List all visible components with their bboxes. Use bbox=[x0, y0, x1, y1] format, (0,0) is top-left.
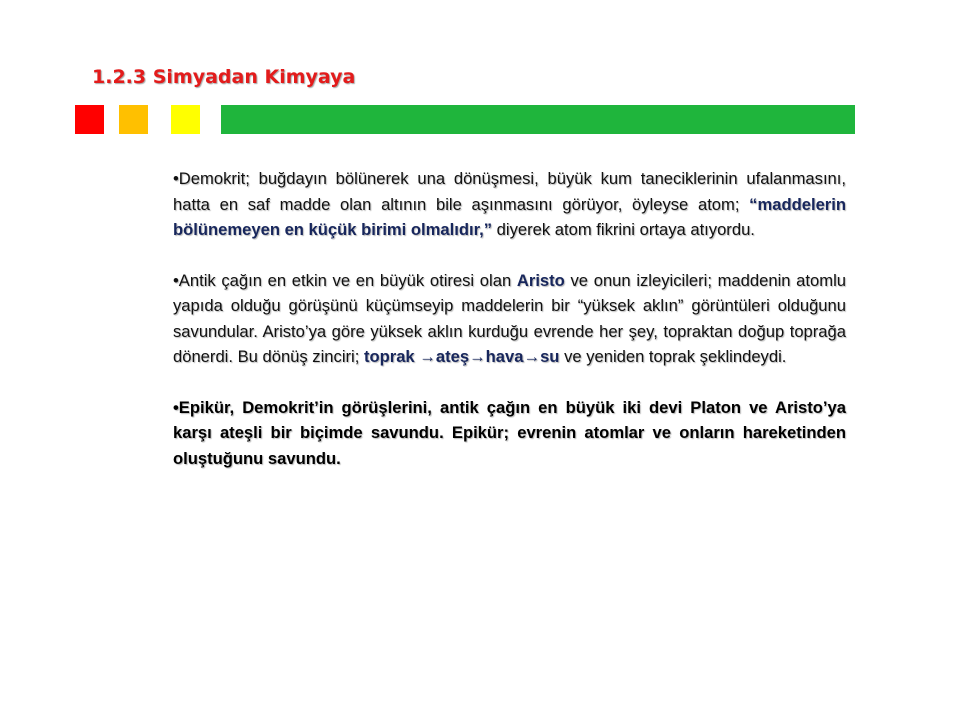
demokrit-quote: “maddelerin bölünemeyen en küçük birimi olmalıdır,” bbox=[173, 194, 846, 239]
aristo-name: Aristo bbox=[516, 270, 565, 290]
paragraph-demokrit-ending: diyerek atom fikrini ortaya atıyordu. bbox=[492, 220, 755, 239]
paragraph-aristo-body: ve onun izleyicileri; maddenin atomlu yapıda olduğu görüşünü küçümseyip maddelerin bir “yüksek aklın” görüntüleri olduğunu savundular. Aristo’ya göre yüksek aklın kurduğu evrende her şey, topraktan doğup toprağa dönerdi. Bu dönüş zinciri; bbox=[173, 270, 846, 366]
slide-title: 1.2.3 Simyadan Kimyaya bbox=[92, 66, 356, 88]
element-chain: toprak →ateş→hava→su bbox=[363, 347, 560, 366]
yellow-square-decoration bbox=[171, 105, 200, 134]
paragraph-aristo bbox=[173, 268, 846, 370]
paragraph-aristo-ending: ve yeniden toprak şeklindeydi. bbox=[559, 347, 787, 366]
green-bar-decoration bbox=[221, 105, 855, 134]
slide-body bbox=[173, 166, 846, 496]
red-square-decoration bbox=[75, 105, 104, 134]
paragraph-demokrit-text: •Demokrit; buğdayın bölünerek una dönüşmesi, büyük kum taneciklerinin ufalanmasını, hatta en saf madde olan altının bile aşınmasını görüyor, öyleyse atom; bbox=[173, 169, 846, 214]
paragraph-demokrit bbox=[173, 166, 846, 243]
paragraph-aristo-text: •Antik çağın en etkin ve en büyük otiresi olan bbox=[173, 270, 517, 290]
orange-square-decoration bbox=[119, 105, 148, 134]
paragraph-epikur: •Epikür, Demokrit’in görüşlerini, antik çağın en büyük iki devi Platon ve Aristo’ya karşı ateşli bir biçimde savundu. Epikür; evrenin atomlar ve onların hareketinden oluştuğunu savundu. bbox=[173, 397, 846, 468]
